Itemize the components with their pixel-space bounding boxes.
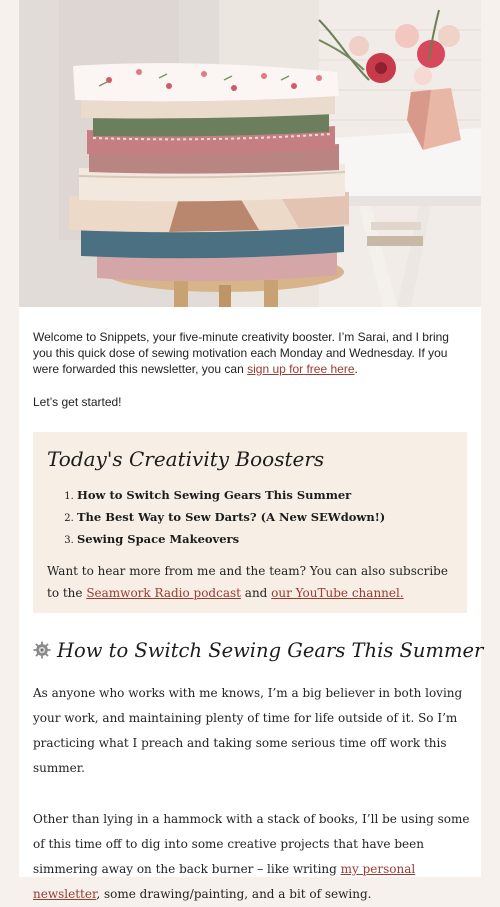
intro-section <box>33 329 469 410</box>
paragraph-2-after: , some drawing/painting, and a bit of sewing. <box>96 887 372 901</box>
subscribe-text <box>47 560 453 604</box>
get-started-text: Let’s get started! <box>33 395 122 409</box>
intro-period: . <box>354 362 358 376</box>
article-body <box>33 681 471 907</box>
boosters-title: Today's Creativity Boosters <box>47 447 325 471</box>
article-paragraph-1: As anyone who works with me knows, I’m a big believer in both loving your work, and maintaining plenty of time for life outside of it. So I’m practicing what I preach and taking some serious time off work this summer. <box>33 686 463 775</box>
creativity-boosters-box <box>33 432 467 613</box>
booster-item-sewing-gears: 1. How to Switch Sewing Gears This Summer <box>77 484 453 506</box>
welcome-text: Welcome to Snippets, your five-minute creativity booster. I’m Sarai, and I bring you this quick dose of sewing motivation each Monday and Wednesday. If you were forwarded this newsletter, you can <box>33 330 449 376</box>
article-paragraph-2 <box>33 807 471 907</box>
youtube-link[interactable]: our YouTube channel. <box>271 586 404 600</box>
booster-item-darts-sewdown: 2. The Best Way to Sew Darts? (A New SEWdown!) <box>77 506 453 528</box>
article-title <box>33 638 484 664</box>
and-text: and <box>240 586 272 600</box>
article-title-text: How to Switch Sewing Gears This Summer <box>57 639 484 662</box>
subscribe-text-before: Want to hear more from me and the team? You can also subscribe to the <box>47 564 448 600</box>
boosters-list <box>47 484 453 550</box>
hero-image <box>19 0 481 307</box>
gear-icon <box>33 641 51 659</box>
booster-item-space-makeovers: 3. Sewing Space Makeovers <box>77 528 453 550</box>
paragraph-2-before: Other than lying in a hammock with a stack of books, I’ll be using some of this time off to dig into some creative projects that have been simmering away on the back burner – like writing <box>33 812 470 876</box>
signup-link[interactable]: sign up for free here <box>247 362 355 376</box>
intro-paragraph <box>33 329 469 377</box>
personal-newsletter-link[interactable]: my personal newsletter <box>33 862 416 901</box>
fabric-stack-illustration <box>19 0 481 307</box>
podcast-link[interactable]: Seamwork Radio podcast <box>86 586 241 600</box>
newsletter-email <box>19 0 484 901</box>
